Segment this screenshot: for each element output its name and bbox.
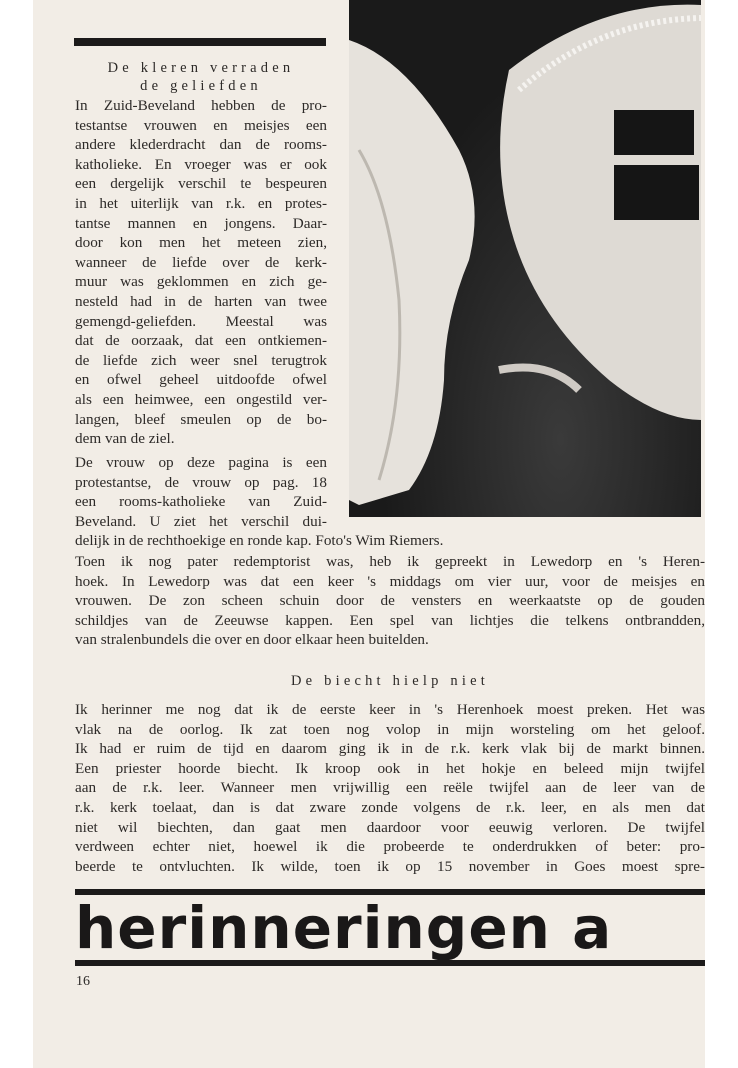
- banner-bottom-rule: [75, 960, 705, 966]
- text-line: Beveland. U ziet het verschil dui-: [75, 512, 327, 530]
- text-line: beerde te ontvluchten. Ik wilde, toen ik op 15 november in Goes moest spre-: [75, 857, 705, 875]
- text-line: Ik had er ruim de tijd en daarom ging ik in de r.k. kerk vlak bij de markt binnen.: [75, 740, 705, 758]
- text-line: vlak na de oorlog. Ik zat toen nog volop in mijn worsteling om het geloof.: [75, 720, 705, 738]
- text-line: een dergelijk verschil te bespeuren: [75, 175, 327, 193]
- text-line: De vrouw op deze pagina is een: [75, 454, 327, 471]
- photo-illustration: [349, 0, 701, 517]
- text-line: schildjes van de Zeeuwse kappen. Een spel van lichtjes die telkens ontbrandden,: [75, 611, 705, 629]
- text-line: niet wil biechten, dan gaat men daardoor voor eeuwig verloren. De twijfel: [75, 818, 705, 836]
- sidebar-heading-line-1: De kleren verraden: [107, 60, 295, 76]
- text-line: van stralenbundels die over en door elkaar heen buitelden.: [75, 631, 429, 649]
- text-line: vrouwen. De zon scheen schuin door de vensters en weerkaatste op de gouden: [75, 592, 705, 610]
- text-line: dem van de ziel.: [75, 430, 175, 448]
- text-line: en ofwel geheel uitdoofde ofwel: [75, 371, 327, 389]
- banner-top-rule: [75, 889, 705, 895]
- text-line: door kon men het meteen zien,: [75, 234, 327, 252]
- text-line: testantse vrouwen en meisjes een: [75, 116, 327, 134]
- section-heading: De biecht hielp niet: [291, 673, 489, 689]
- text-line: aan de r.k. leer. Wanneer men vrijwillig een reële twijfel aan de leer van de: [75, 779, 705, 797]
- sidebar-heading-line-2: de geliefden: [140, 78, 262, 94]
- text-line: wanneer de liefde over de kerk-: [75, 253, 327, 271]
- text-line: hoek. In Lewedorp was dat een keer 's middags om vier uur, voor de meisjes en: [75, 572, 705, 590]
- text-line: andere klederdracht dan de rooms-: [75, 136, 327, 154]
- text-line: muur was geklommen en zich ge-: [75, 273, 327, 291]
- text-line: Toen ik nog pater redemptorist was, heb ik gepreekt in Lewedorp en 's Heren-: [75, 553, 705, 570]
- text-line: dat de oorzaak, dat een ontkiemen-: [75, 332, 327, 350]
- text-line: de liefde zich weer snel terugtrok: [75, 351, 327, 369]
- text-line: in het uiterlijk van r.k. en protes-: [75, 195, 327, 212]
- banner-title: herinneringen a: [75, 896, 613, 960]
- photo-caption-line: delijk in de rechthoekige en ronde kap. Foto's Wim Riemers.: [75, 532, 444, 550]
- text-line: Ik herinner me nog dat ik de eerste keer in 's Herenhoek moest preken. Het was: [75, 701, 705, 718]
- text-line: tantse mannen en jongens. Daar-: [75, 214, 327, 232]
- text-line: gemengd-geliefden. Meestal was: [75, 312, 327, 330]
- text-line: als een heimwee, een ongestild ver-: [75, 391, 327, 408]
- text-line: protestantse, de vrouw op pag. 18: [75, 473, 327, 491]
- text-line: langen, bleef smeulen op de bo-: [75, 410, 327, 428]
- text-line: verdween echter niet, hoewel ik die probeerde te onderdrukken of beter: pro-: [75, 838, 705, 856]
- text-line: Een priester hoorde biecht. Ik kroop ook in het hokje en beleed mijn twijfel: [75, 759, 705, 777]
- text-line: In Zuid-Beveland hebben de pro-: [75, 97, 327, 114]
- text-line: een rooms-katholieke van Zuid-: [75, 493, 327, 511]
- page-number: 16: [76, 974, 90, 989]
- text-line: r.k. kerk toelaat, dan is dat zware zonde volgens de r.k. leer, en als men dat: [75, 799, 705, 816]
- photo-bonnets: [349, 0, 701, 517]
- text-line: nesteld had in de harten van twee: [75, 293, 327, 310]
- top-rule: [74, 38, 326, 46]
- text-line: katholieke. En vroeger was er ook: [75, 155, 327, 173]
